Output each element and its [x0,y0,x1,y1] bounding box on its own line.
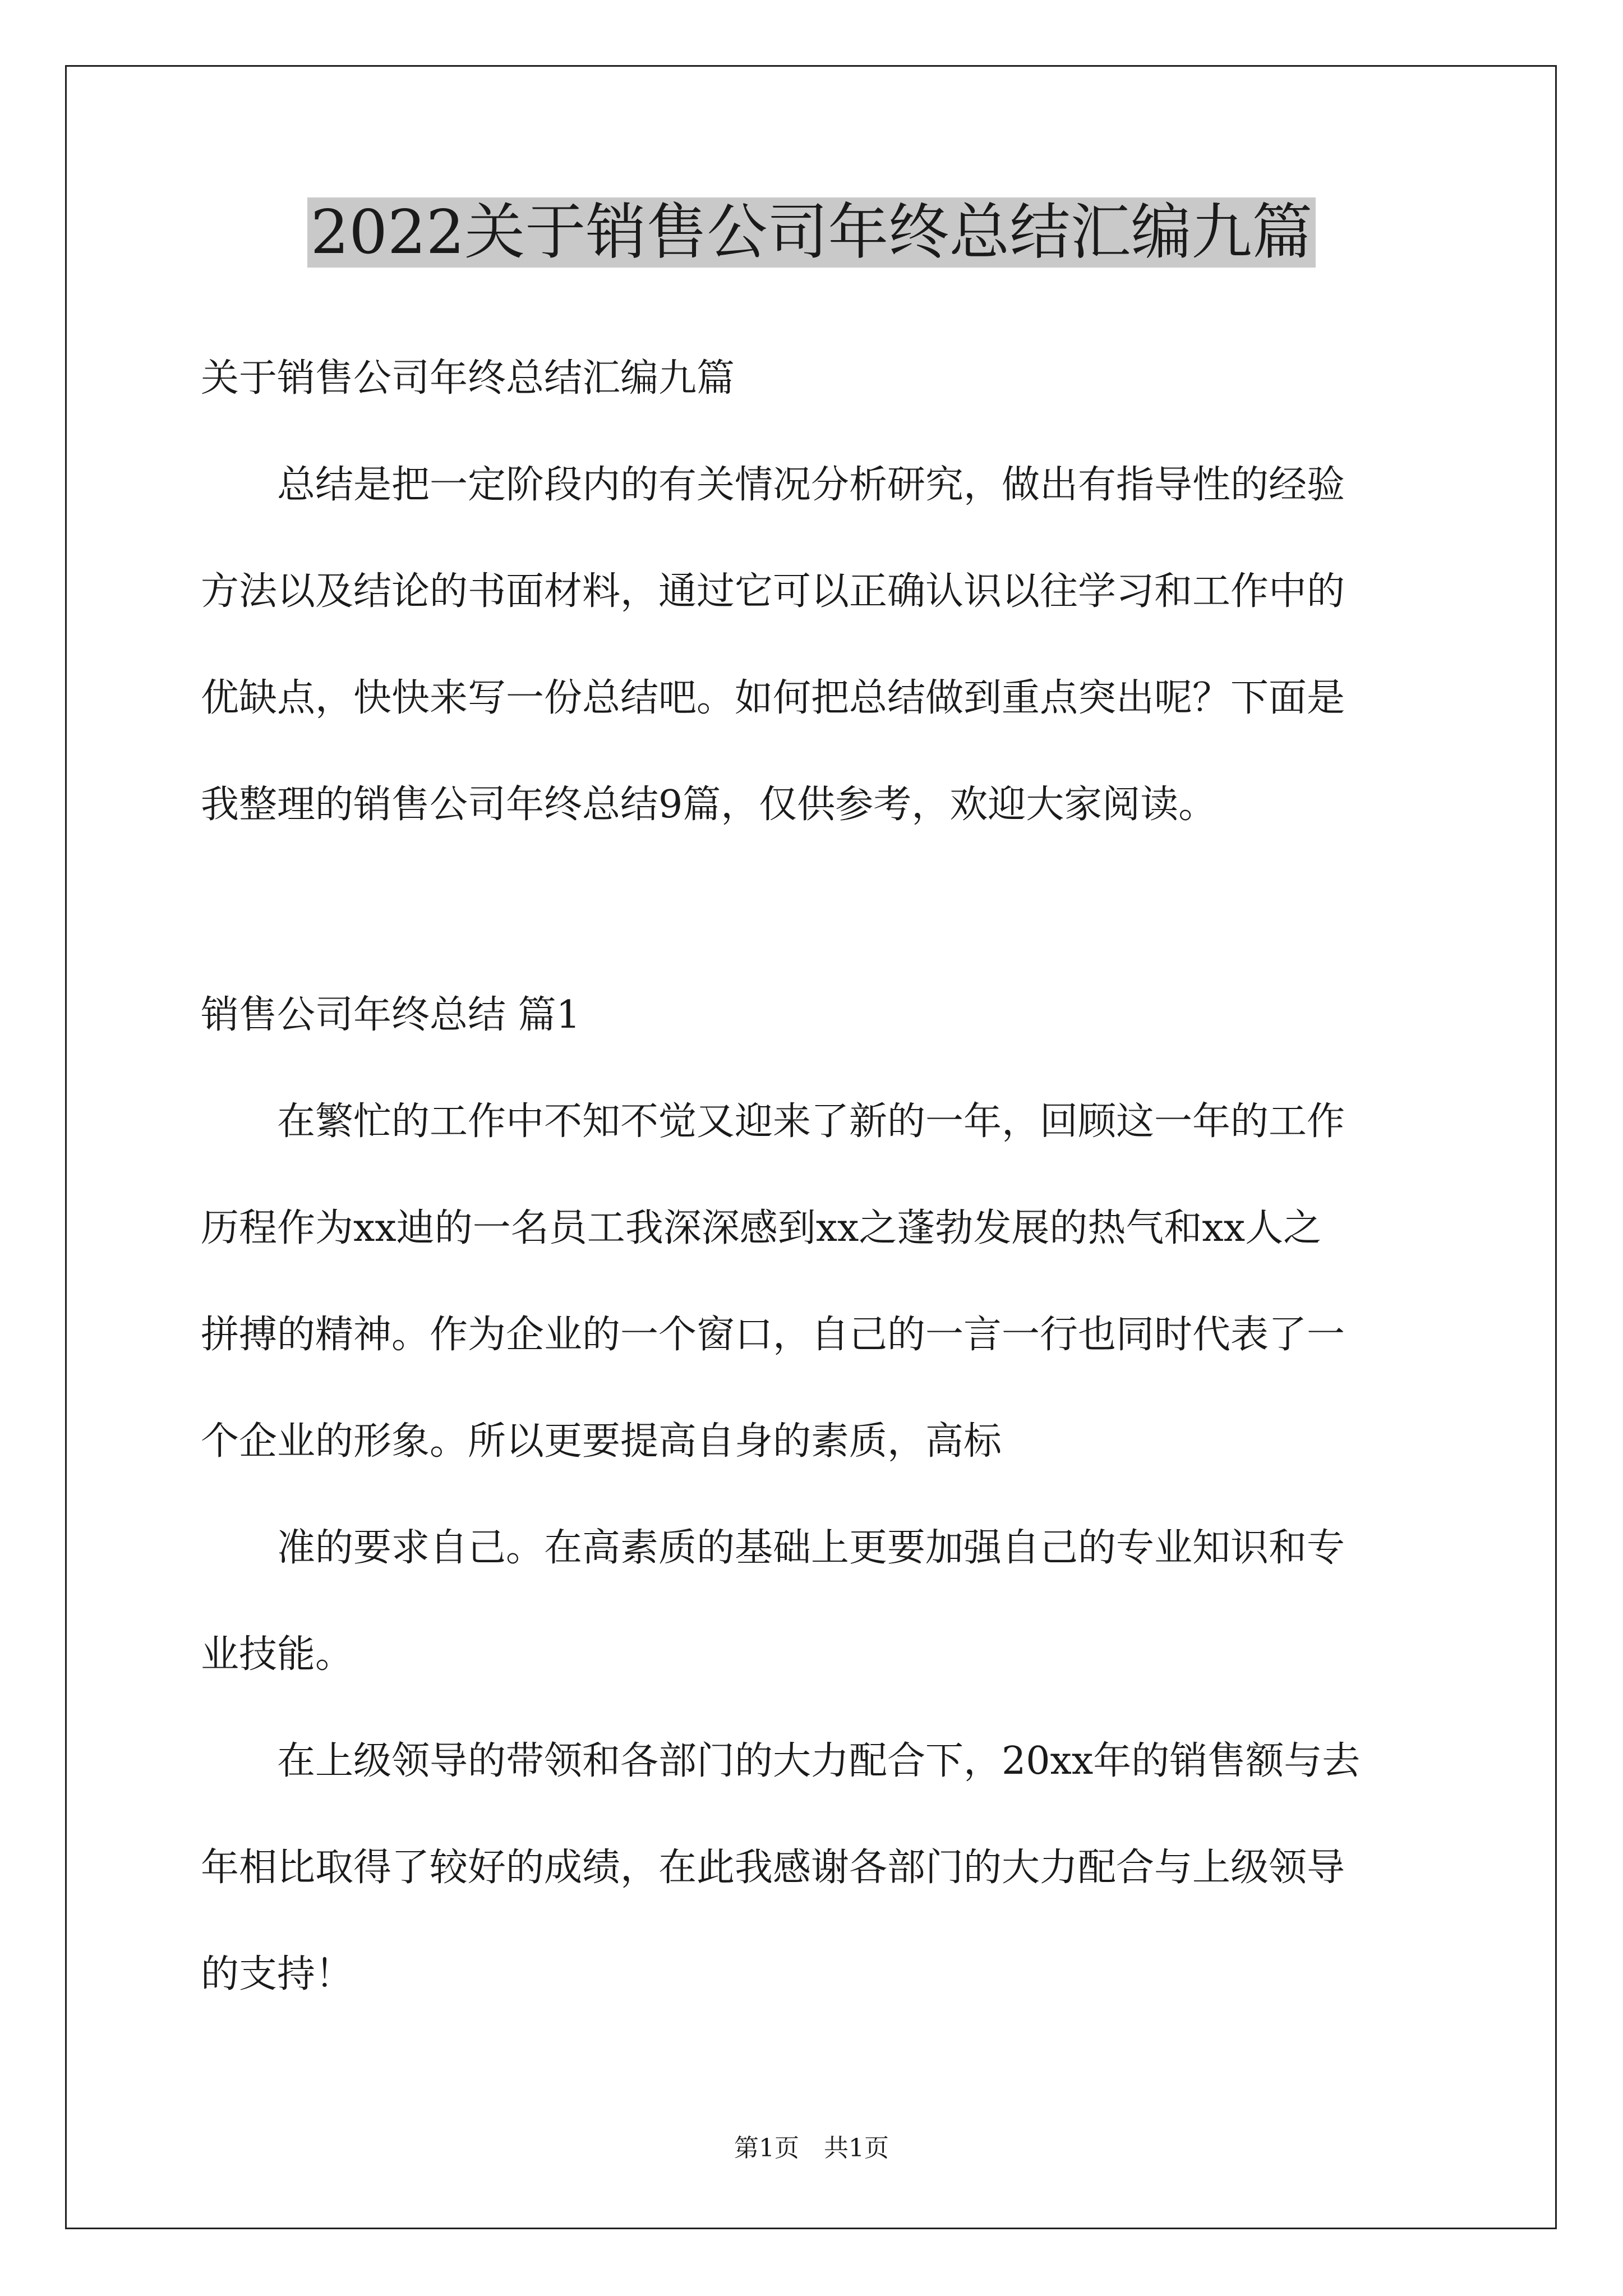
paragraph-line: 业技能。 [201,1632,354,1677]
paragraph-line: 在上级领导的带领和各部门的大力配合下，20xx年的销售额与去 [201,1739,1361,1783]
document-title [0,194,1623,272]
section-heading: 销售公司年终总结 篇1 [201,993,580,1037]
page-footer: 第1页 共1页 [734,2134,889,2162]
paragraph-line: 拼搏的精神。作为企业的一个窗口，自己的一言一行也同时代表了一 [201,1313,1345,1357]
paragraph-line: 在繁忙的工作中不知不觉又迎来了新的一年，回顾这一年的工作 [201,1099,1345,1144]
paragraph-line: 的支持！ [201,1952,354,1996]
paragraph-line: 优缺点，快快来写一份总结吧。如何把总结做到重点突出呢？下面是 [201,676,1345,720]
paragraph-line: 年相比取得了较好的成绩，在此我感谢各部门的大力配合与上级领导 [201,1846,1345,1890]
paragraph-line: 历程作为xx迪的一名员工我深深感到xx之蓬勃发展的热气和xx人之 [201,1206,1322,1250]
document-title-text: 2022关于销售公司年终总结汇编九篇 [307,197,1316,268]
paragraph-line: 我整理的销售公司年终总结9篇，仅供参考，欢迎大家阅读。 [201,783,1217,827]
paragraph-line: 个企业的形象。所以更要提高自身的素质，高标 [201,1419,1002,1464]
paragraph-line: 准的要求自己。在高素质的基础上更要加强自己的专业知识和专 [201,1526,1345,1570]
paragraph-line: 方法以及结论的书面材料，通过它可以正确认识以往学习和工作中的 [201,569,1345,614]
document-subtitle: 关于销售公司年终总结汇编九篇 [201,356,735,401]
paragraph-line: 总结是把一定阶段内的有关情况分析研究，做出有指导性的经验 [201,463,1345,507]
